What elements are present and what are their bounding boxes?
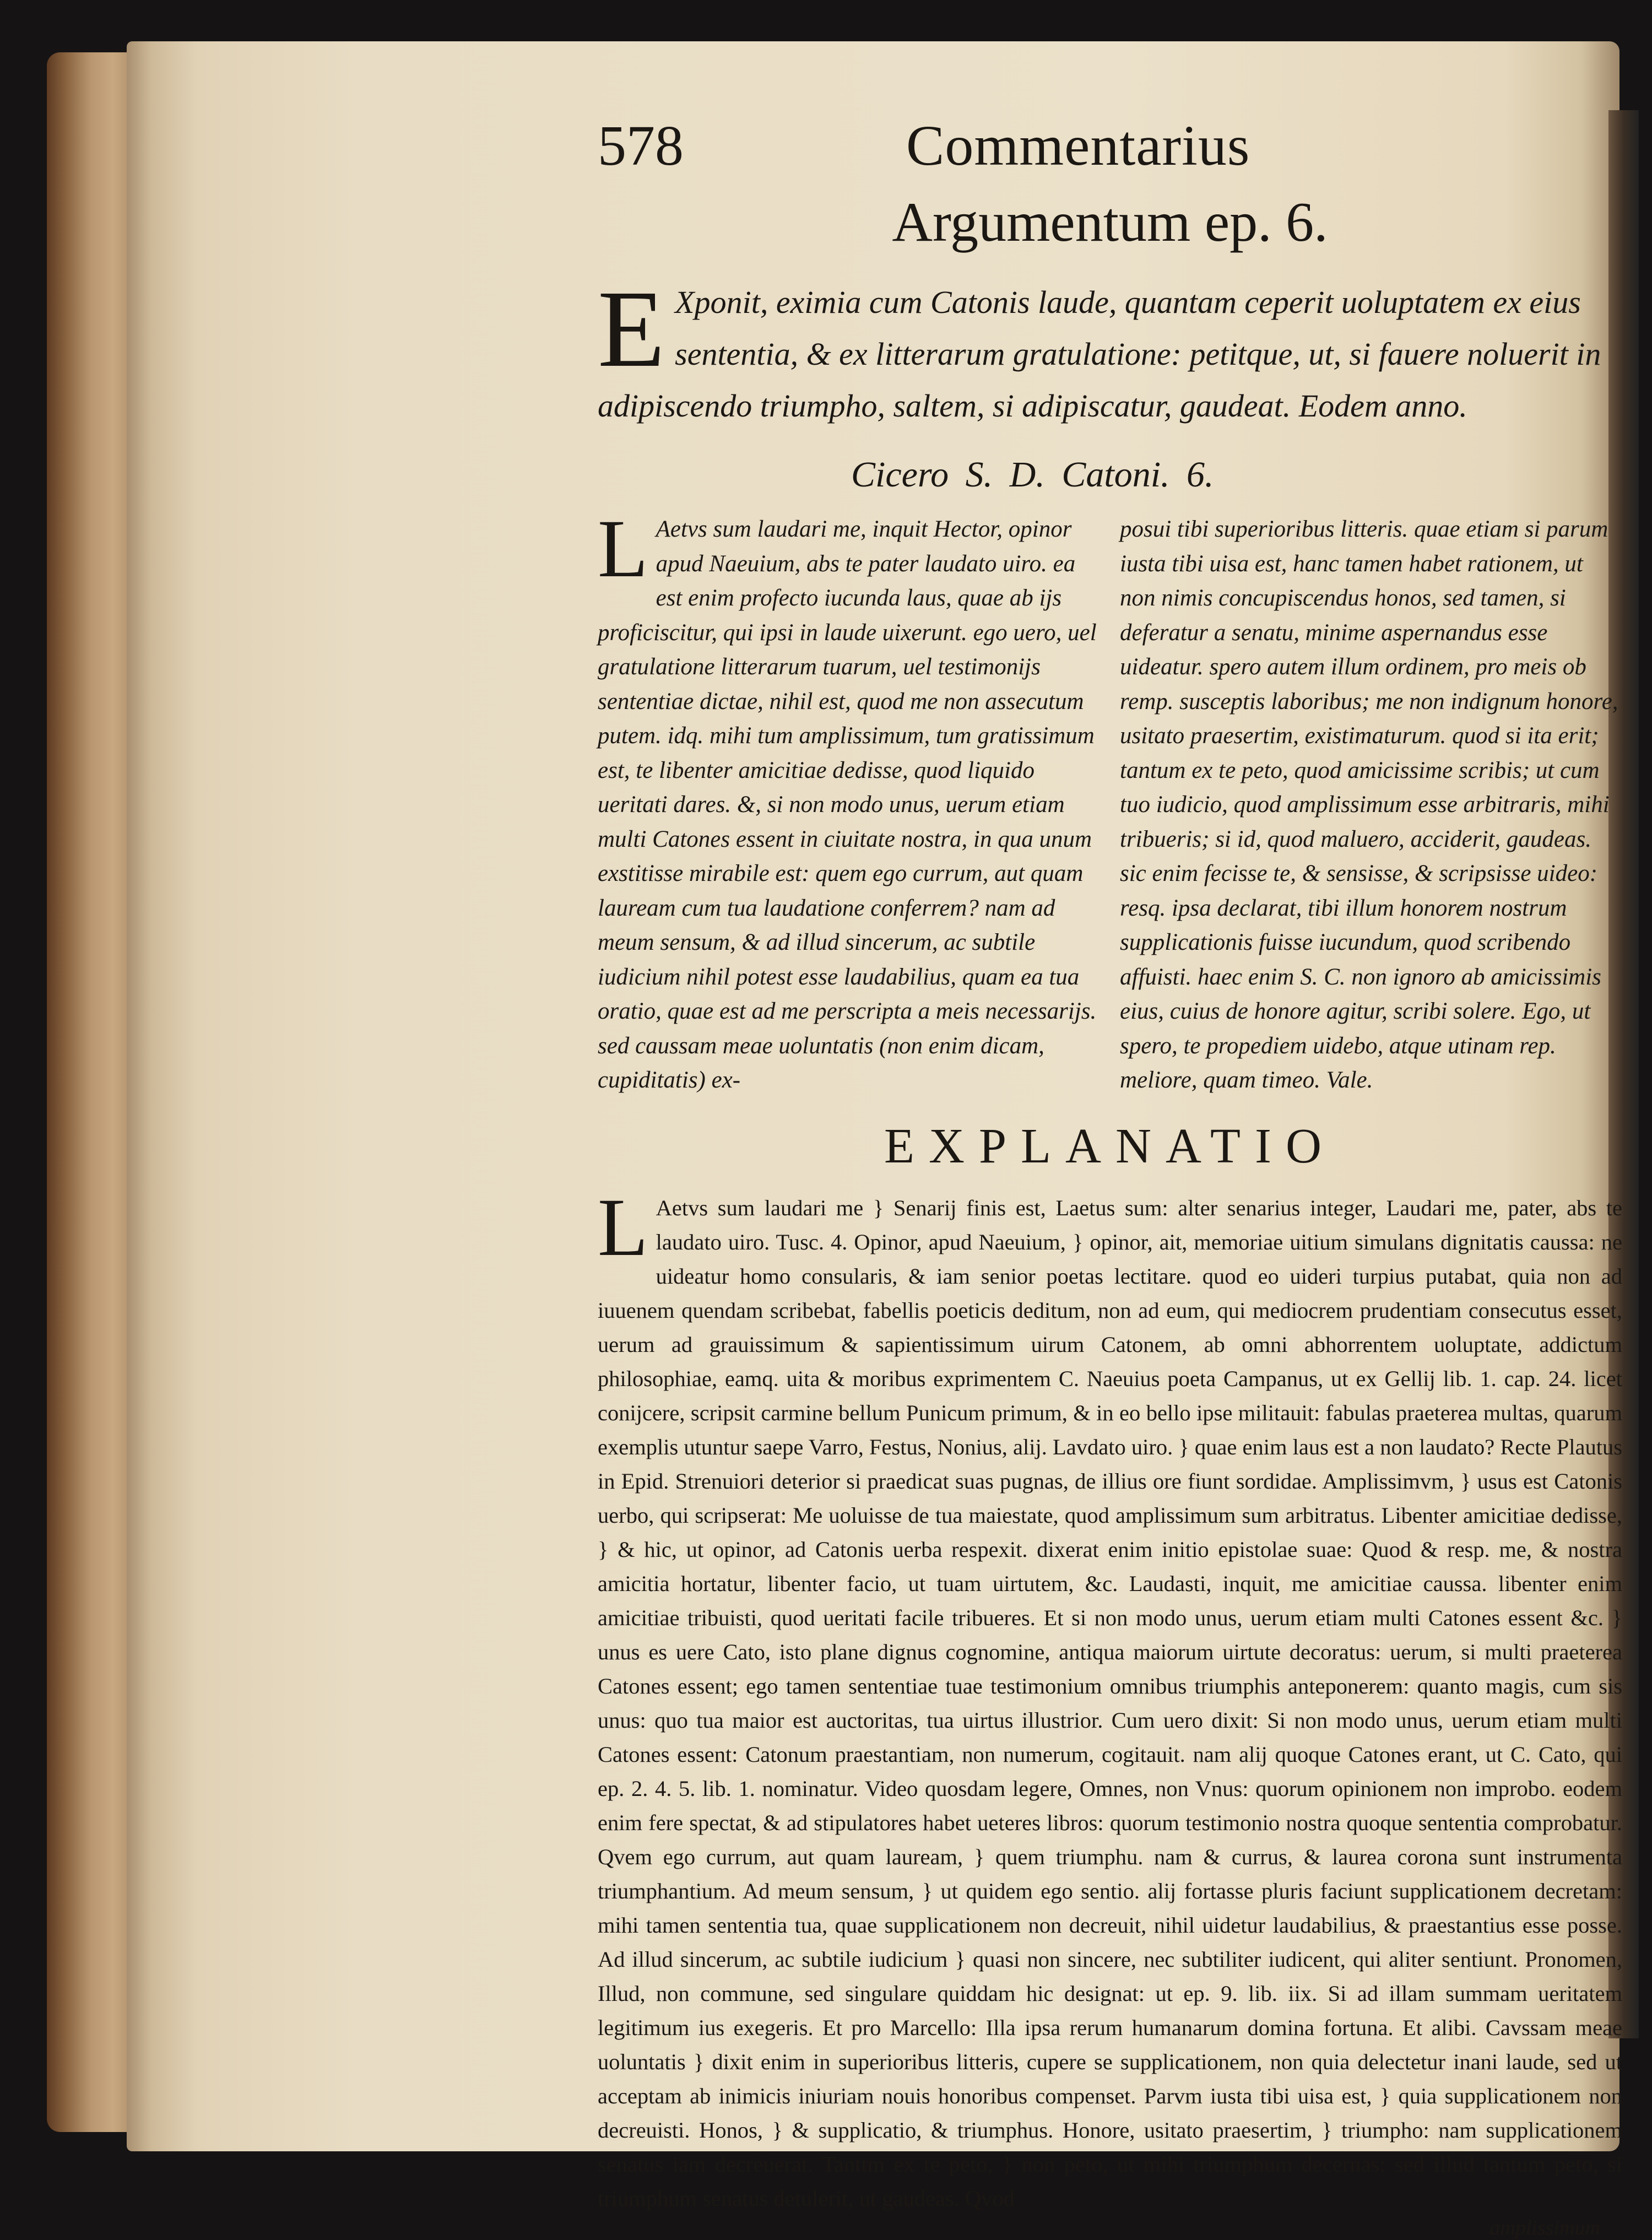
letter-dropcap: L [598, 503, 648, 594]
argument-text: Xponit, eximia cum Catonis laude, quantam ceperit uoluptatem ex eius sententia, & ex litterarum gratulatione: petitque, ut, si fauere noluerit in adipiscendo triumpho, saltem, si adipiscatur, gaudeat. [598, 284, 1601, 424]
commentary-text: Aetvs sum laudari me } Senarij finis est, Laetus sum: alter senarius integer, Laudari me, pater, abs te laudato uiro. Tusc. 4. Opinor, apud Naeuium, } opinor, ait, memoriae uitium simulans dignitatis caussa: ne uideatur homo consularis, & iam senior poetas lectitare. quod eo uideri turpius putabat, quia non ad iuuenem quendam scribebat, fabellis poeticis deditum, non ad eum, qui mediocrem prudentiam consecutus esset, uerum ad grauissimum & sapientissimum uirum Catonem, ab omni abhorrentem uoluptate, addictum philosophiae, eamq. uita & moribus exprimentem C. Naeuius poeta Campanus, ut ex Gellij lib. 1. cap. 24. licet conijcere, scripsit carmine bellum Punicum primum, & in eo bello ipse militauit: fabulas praeterea multas, quarum exemplis utuntur saepe Varro, Festus, Nonius, alij. Lavdato uiro. } quae enim laus est a non laudato? Recte Plautus in Epid. Strenuiori deterior si praedicat suas pugnas, de illius ore fiunt sordidae. Amplissimvm, } usus est Catonis uerbo, qui scripserat: Me uoluisse de tua maiestate, quod amplissimum sum arbitratus. Libenter amicitiae dedisse, } & hic, ut opinor, ad Catonis uerba respexit. dixerat enim initio epistolae suae: Quod & resp. me, & nostra amicitia hortatur, libenter facio, ut tuam uirtutem, &c. Laudasti, inquit, me amicitiae caussa. libenter enim amicitiae tribuisti, quod ueritati facile tribueres. Et si non modo unus, uerum etiam multi Catones essent &c. } unus es uere Cato, isto plane dignus cognomine, antiqua maiorum uirtute decoratus: uerum, si multi praeterea Catones essent; ego tamen sententiae tuae testimonium omnibus triumphis anteponerem: quanto magis, cum sis unus: quo tua maior est auctoritas, tua uirtus illustrior. Cum uero dixit: Si non modo unus, uerum etiam multi Catones essent: Catonum praestantiam, non numerum, cogitauit. nam alij quoque Catones erant, ut C. Cato, qui ep. 2. 4. 5. lib. 1. nominatur. Video quosdam legere, Omnes, non Vnus: quorum opinionem non improbo. eodem enim fere spectat, & ad stipulatores habet ueteres libros: quorum testimonio nostra quoque sententia comprobatur. Qvem ego currum, aut quam lauream, } quem triumphu. nam & currus, & laurea corona sunt instrumenta triumphantium. Ad meum sensum, } ut quidem ego sentio. alij fortasse pluris faciunt supplicationem decretam: mihi tamen sententia tua, quae supplicationem non decreuit, nihil uidetur laudabilius, & praestantius esse posse. Ad illud sincerum, ac subtile iudicium } quasi non sincere, nec subtiliter iudicent, qui aliter sentiunt. Pronomen, Illud, non commune, sed singulare quiddam hic designat: ut ep. 9. lib. iix. Si ad illam summam ueritatem legitimum ius exegeris. Et pro Marcello: Illa ipsa rerum humanarum domina fortuna. Et alibi. Cavssam meae uoluntatis } dixit enim in superioribus litteris, cupere se supplicationem, non quia delectetur inani laude, sed ut acceptam ab inimicis iniuriam nouis honoribus compenset. Parvm iusta tibi uisa est, } quia supplicationem non decreuisti. Honos, } & supplicatio, & triumphus. Honore, usitato praesertim, } triumpho: nam supplicationem senatus iam decreuerat. Tanttm ex te peto, } non peto, ut mihi triumphum decernas: sed illud tantum peto, si triumphum senatus detulerit, ut gaudeas. Qvod [598, 1195, 1622, 2211]
running-head [598, 107, 1622, 190]
argument-dropcap: E [598, 268, 665, 390]
letter-right-text: posui tibi superioribus litteris. quae etiam si parum iusta tibi uisa est, hanc tamen habet rationem, ut non nimis concupiscendus honos, sed tamen, si deferatur a senatu, minime aspernandus esse uideatur. spero autem illum ordinem, pro meis ob remp. susceptis laboribus; me non indignum honore, usitato praesertim, existimaturum. quod si ita erit; tantum ex te peto, quod amicissime scribis; ut cum tuo iudicio, quod amplissimum esse arbitraris, mihi tribueris; si id, quod maluero, acciderit, gaudeas. sic enim fecisse te, & sensisse, & scripsisse uideo: resq. ipsa declarat, tibi illum honorem nostrum supplicationis fuisse iucundum, quod scribendo affuisti. haec enim S. C. non ignoro ab amicissimis eius, cuius de honore agitur, scribi solere. Ego, ut spero, te propediem uidebo, atque utinam rep. meliore, quam timeo. Vale. [1120, 516, 1618, 1093]
letter-title: Cicero S. D. Catoni. 6. [851, 455, 1214, 495]
letter-left-text: Aetvs sum laudari me, inquit Hector, opinor apud Naeuium, abs te pater laudato uiro. ea est enim profecto iucunda laus, quae ab ijs proficiscitur, qui ipsi in laude uixerunt. ego uero, uel gratulatione litterarum tuarum, uel testimonijs sententiae dictae, nihil est, quod me non assecutum putem. idq. mihi tum amplissimum, tum gratissimum est, te libenter amicitiae dedisse, quod liquido ueritati dares. &, si non modo unus, uerum etiam multi Catones essent in ciuitate nostra, in qua unum exstitisse mirabile est: quem ego currum, aut quam lauream cum tua laudatione conferrem? nam ad meum sensum, & ad illud sincerum, ac subtile iudicium nihil potest esse laudabilius, quam ea tua oratio, quae est ad me perscripta a meis necessarijs. sed caussam meae uoluntatis (non enim dicam, cupiditatis) ex- [598, 516, 1097, 1093]
commentary-paragraph [598, 1181, 1622, 2216]
catchword: amplissimum [1489, 2216, 1600, 2239]
running-title: Commentarius [906, 114, 1250, 177]
page-content [598, 107, 1622, 2239]
letter-column-left [598, 503, 1100, 1098]
explanatio-heading: EXPLANATIO [884, 1118, 1336, 1173]
argument-heading: Argumentum ep. 6. [892, 191, 1328, 253]
argument-date: Eodem anno. [1298, 388, 1467, 424]
page-number: 578 [598, 114, 684, 177]
letter-column-right [1120, 512, 1622, 1098]
letter-body [598, 503, 1622, 1098]
commentary-dropcap: L [598, 1181, 648, 1273]
argument-paragraph [598, 268, 1622, 432]
